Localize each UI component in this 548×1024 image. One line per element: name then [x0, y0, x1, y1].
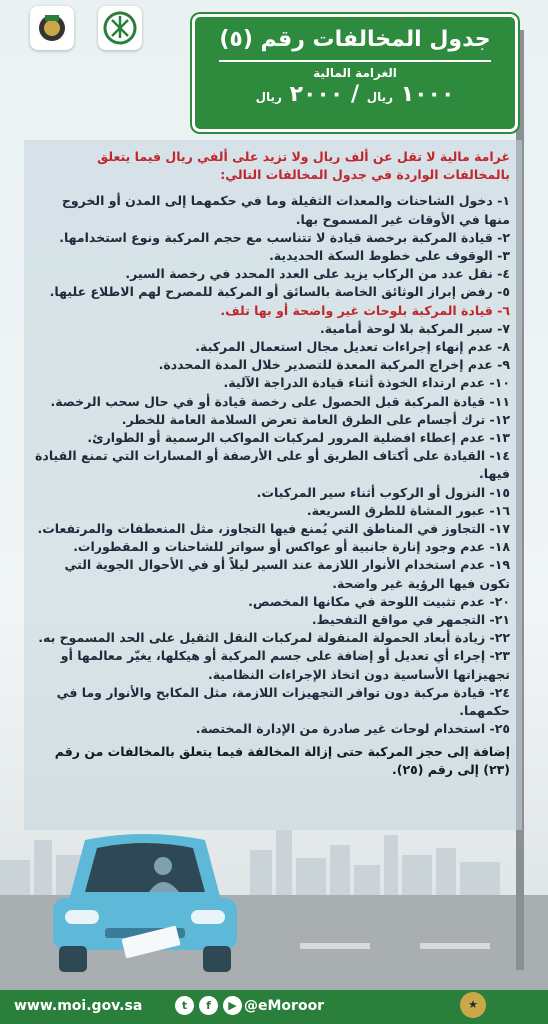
sign-divider [219, 60, 491, 62]
twitter-icon[interactable]: t [175, 996, 194, 1015]
violation-item: ٢١- التجمهر في مواقع التفحيط. [311, 612, 510, 628]
violation-item: ١٧- التجاوز في المناطق التي يُمنع فيها التجاوز، مثل المنعطفات والمرتفعات. [37, 521, 510, 537]
violation-item: ١٣- عدم إعطاء افضلية المرور لمركبات المواكب الرسمية أو الطوارئ. [87, 430, 510, 446]
facebook-icon[interactable]: f [199, 996, 218, 1015]
violation-item: ١٦- عبور المشاة للطرق السريعة. [306, 502, 510, 518]
footer-bar [0, 990, 548, 1024]
violation-item: ٦- قيادة المركبة بلوحات غير واضحة أو بها تلف. [220, 302, 510, 318]
fine-min: ١٠٠٠ [400, 82, 455, 107]
violation-item: ١٢- ترك أجسام على الطرق العامة تعرض السلامة العامة للخطر. [121, 411, 510, 427]
social-handle[interactable]: @eMoroor [244, 998, 325, 1014]
website-link[interactable]: www.moi.gov.sa [14, 998, 143, 1014]
violation-item: ٩- عدم إخراج المركبة المعدة للتصدير خلال المدة المحددة. [158, 357, 510, 373]
moi-emblem-icon [98, 6, 142, 50]
violation-item: ١٨- عدم وجود إنارة جانبية أو عواكس أو سواتر للشاحنات و المقطورات. [73, 539, 510, 555]
violation-item: ٢٥- استخدام لوحات غير صادرة من الإدارة المختصة. [195, 721, 510, 737]
violation-item: ٢٣- إجراء أي تعديل أو إضافة على جسم المركبة أو هيكلها، يغيّر معالمها أو تجهيزاتها الأساسية دون اتخاذ الإجراءات النظامية. [60, 648, 510, 682]
fine-amounts [195, 82, 515, 107]
road-marking [300, 943, 370, 949]
violation-item: ٢٤- قيادة مركبة دون توافر التجهيزات اللازمة، مثل المكابح والأنوار وما في حكمهما. [56, 684, 510, 719]
violation-item: ١- دخول الشاحنات والمعدات الثقيلة وما في حكمهما إلى المدن أو الخروج منها في الأوقات غير المسموح بها. [61, 193, 510, 227]
violations-table-sign [192, 14, 518, 132]
violation-item: ١١- قيادة المركبة قبل الحصول على رخصة قيادة أو في حال سحب الرخصة. [50, 393, 510, 409]
violation-item: ٤- نقل عدد من الركاب يزيد على العدد المحدد في رخصة السير. [125, 266, 510, 282]
violation-items [34, 192, 510, 738]
violation-item: ٣- الوقوف على خطوط السكة الحديدية. [269, 248, 510, 264]
youtube-icon[interactable]: ▶ [223, 996, 242, 1015]
violation-item: ٧- سير المركبة بلا لوحة أمامية. [319, 320, 510, 336]
traffic-police-emblem-icon [30, 6, 74, 50]
violation-item: ١٥- النزول أو الركوب أثناء سير المركبات. [256, 484, 510, 500]
violation-item: ١٤- القيادة على أكتاف الطريق أو على الأرصفة أو المسارات التي تمنع القيادة فيها. [35, 448, 510, 482]
fine-max: ٢٠٠٠ [289, 82, 344, 107]
fine-label: الغرامة المالية [313, 66, 397, 80]
violation-item: ٥- رفض إبراز الوثائق الخاصة بالسائق أو المركبة للمصرح لهم الاطلاع عليها. [49, 284, 510, 300]
violation-item: ٢٢- زيادة أبعاد الحمولة المنقولة لمركبات النقل الثقيل على الحد المسموح به. [38, 630, 510, 646]
violation-item: ٨- عدم إنهاء إجراءات تعديل مجال استعمال المركبة. [195, 339, 510, 355]
violations-list [34, 148, 510, 779]
car-illustration [45, 820, 245, 980]
fine-separator: / [350, 82, 360, 107]
violation-item: ٢٠- عدم تثبيت اللوحة في مكانها المخصص. [248, 593, 510, 609]
intro-text: غرامة مالية لا تقل عن ألف ريال ولا تزيد على ألفي ريال فيما يتعلق بالمخالفات الواردة في جدول المخالفات التالي: [97, 149, 510, 183]
currency-min: ريال [366, 90, 394, 104]
sign-title: جدول المخالفات رقم (٥) [219, 27, 491, 52]
currency-max: ريال [255, 90, 282, 104]
road-marking [420, 943, 490, 949]
violation-item: ١٠- عدم ارتداء الخوذة أثناء قيادة الدراجة الآلية. [223, 375, 510, 391]
violation-item: ٢- قيادة المركبة برخصة قيادة لا تتناسب مع حجم المركبة ونوع استخدامها. [59, 229, 510, 245]
violation-item: ١٩- عدم استخدام الأنوار اللازمة عند السير ليلاً أو في الأحوال الجوية التي تكون فيها الرؤية غير واضحة. [64, 557, 510, 591]
impound-note: إضافة إلى حجز المركبة حتى إزالة المخالفة فيما يتعلق بالمخالفات من رقم (٢٣) إلى رقم (٢٥). [54, 743, 510, 777]
traffic-police-footer-emblem-icon: ★ [460, 992, 486, 1018]
